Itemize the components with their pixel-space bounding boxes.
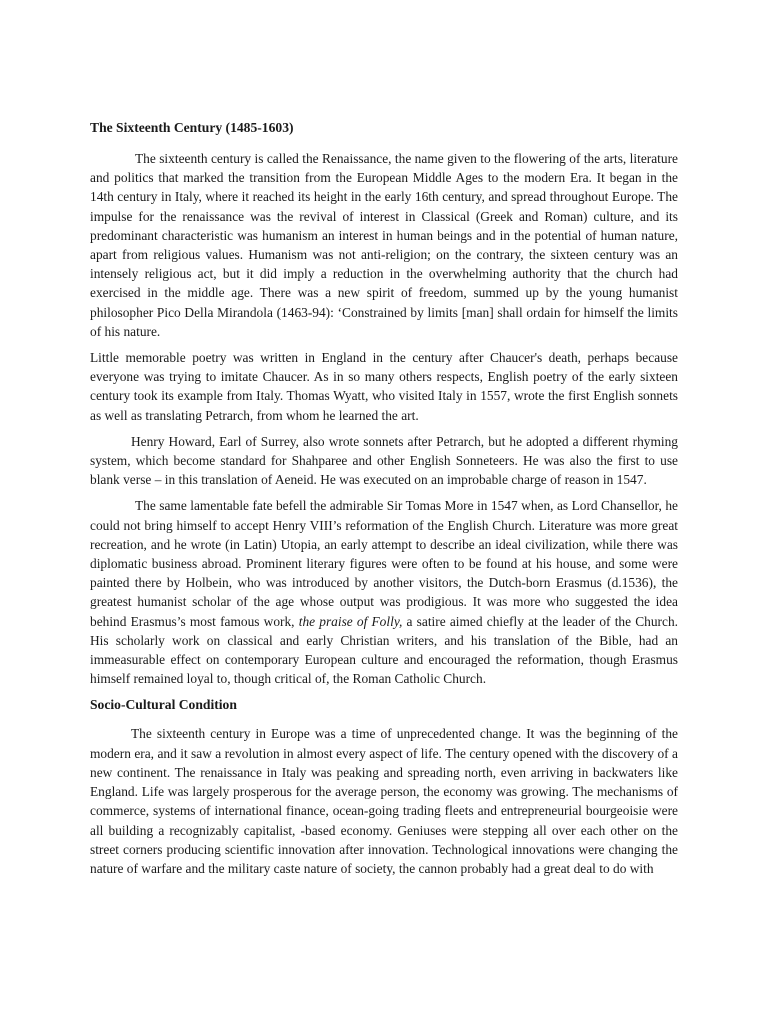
paragraph-socio-cultural: The sixteenth century in Europe was a time of unprecedented change. It was the beginning of the modern era, and it saw a revolution in almost every aspect of life. The century opened with the discovery of a new continent. The renaissance in Italy was peaking and spreading north, even arriving in backwaters like England. Life was largely prosperous for the average person, the economy was growing. The mechanisms of commerce, systems of international finance, ocean-going trading fleets and entrepreneurial bourgeoisie were all building a recognizably capitalist, -based economy. Geniuses were stepping all over each other on the street corners producing scientific innovation after innovation. Technological innovations were changing the nature of warfare and the military caste nature of society, the cannon probably had a great deal to do with — [90, 726, 678, 876]
paragraph-thomas-more-text-1: The same lamentable fate befell the admirable Sir Tomas More in 1547 when, as Lord Chansellor, he could not bring himself to accept Henry VIII’s reformation of the English Church. Literature was more great recreation, and he wrote (in Latin) Utopia, an early attempt to describe an ideal civilization, while there was diplomatic business abroad. Prominent literary figures were often to be found at his house, and some were painted there by Holbein, who was introduced by another visitors, the Dutch-born Erasmus (d.1536), the greatest humanist scholar of the age whose output was prodigious. It was more who suggested the idea behind Erasmus’s most famous work, — [90, 498, 678, 629]
section-heading-sixteenth-century: The Sixteenth Century (1485-1603) — [90, 120, 294, 135]
paragraph-poetry-after-chaucer: Little memorable poetry was written in England in the century after Chaucer's death, perhaps because everyone was trying to imitate Chaucer. As in so many others respects, English poetry of the early sixteen century took its example from Italy. Thomas Wyatt, who visited Italy in 1557, wrote the first English sonnets as well as translating Petrarch, from whom he learned the art. — [90, 350, 678, 423]
paragraph-renaissance-intro: The sixteenth century is called the Renaissance, the name given to the flowering of the arts, literature and politics that marked the transition from the European Middle Ages to the modern Era. It began in the 14th century in Italy, where it reached its height in the early 16th century, and spread throughout Europe. The impulse for the renaissance was the revival of interest in Classical (Greek and Roman) culture, and its predominant characteristic was humanism an interest in human beings and in the potential of human nature, apart from religious values. Humanism was not anti-religion; on the contrary, the sixteen century was an intensely religious act, but it did imply a reduction in the overwhelming authority that the church had exercised in the middle age. There was a new spirit of freedom, summed up by the young humanist philosopher Pico Della Mirandola (1463-94): ‘Constrained by limits [man] shall ordain for himself the limits of his nature. — [90, 151, 678, 339]
paragraph-thomas-more — [90, 496, 678, 688]
document-page — [90, 118, 678, 885]
paragraph-henry-howard: Henry Howard, Earl of Surrey, also wrote sonnets after Petrarch, but he adopted a different rhyming system, which become standard for Shahparee and other English Sonneteers. He was also the first to use blank verse – in this translation of Aeneid. He was executed on an improbable charge of reason in 1547. — [90, 433, 678, 488]
italic-work-title: the praise of Folly, — [298, 613, 403, 629]
paragraph-thomas-more-text-2: a satire aimed chiefly at the leader of the Church. His scholarly work on classical and early Christian writers, and his translation of the Bible, had an immeasurable effect on contemporary European culture and encouraged the reformation, though Erasmus himself remained loyal to, though critical of, the Roman Catholic Church. — [90, 613, 678, 687]
section-heading-socio-cultural: Socio-Cultural Condition — [90, 697, 237, 713]
